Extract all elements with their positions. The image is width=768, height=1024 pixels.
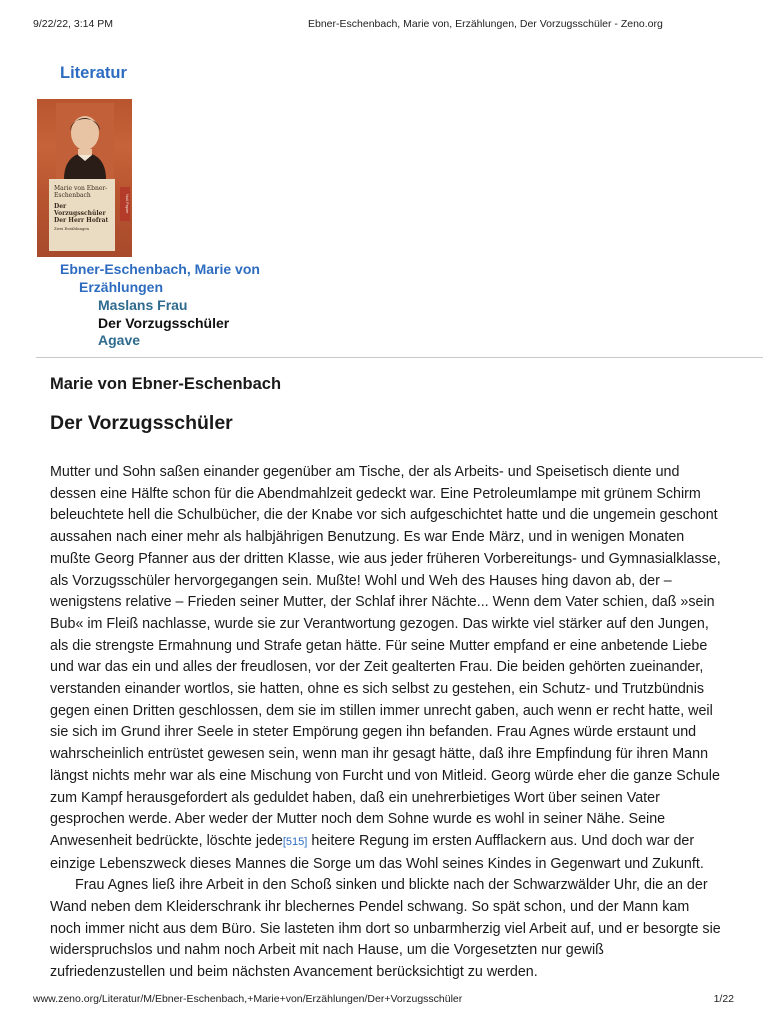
body-text	[50, 462, 722, 984]
cover-subtitle: Zwei Erzählungen	[54, 226, 90, 231]
print-header	[33, 18, 732, 32]
breadcrumb-author-link[interactable]: Ebner-Eschenbach, Marie von	[60, 261, 260, 277]
breadcrumb-next-link[interactable]: Agave	[98, 332, 141, 348]
page-reference-link[interactable]: [515]	[282, 835, 308, 848]
divider	[36, 357, 763, 358]
print-url: www.zeno.org/Literatur/M/Ebner-Eschenbach,+Marie+von/Erzählungen/Der+Vorzugsschüler	[33, 993, 463, 1005]
cover-author: Marie von Ebner-Eschenbach	[54, 185, 108, 199]
publisher-mark: Null Papier	[120, 187, 130, 221]
print-footer	[33, 993, 734, 1007]
cover-title: Der Vorzugsschüler Der Herr Hofrat	[54, 203, 109, 224]
print-date: 9/22/22, 3:14 PM	[33, 18, 113, 30]
breadcrumb-current: Der Vorzugsschüler	[98, 315, 230, 331]
print-page-number: 1/22	[713, 993, 734, 1005]
nav-literatur-link[interactable]: Literatur	[60, 64, 127, 82]
breadcrumb-prev-link[interactable]: Maslans Frau	[98, 297, 188, 313]
book-cover-image[interactable]	[37, 99, 132, 257]
author-portrait	[56, 103, 114, 179]
print-page-title: Ebner-Eschenbach, Marie von, Erzählungen, Der Vorzugsschüler - Zeno.org	[308, 18, 663, 30]
paragraph: Frau Agnes ließ ihre Arbeit in den Schoß sinken und blickte nach der Schwarzwälder Uhr, die an der Wand neben dem Kleiderschrank ihr blechernes Pendel schwang. So spät schon, und der Mann kam noch immer nicht aus dem Büro. Sie lasteten ihm dort so unbarmherzig viel Arbeit auf, und er besorgte sie widerspruchslos und nahm noch Arbeit mit nach Hause, um die Vorgesetzten nur gewiß zufriedenzustellen und beim nächsten Avancement berücksichtigt zu werden.	[50, 877, 721, 981]
cover-label	[49, 179, 115, 251]
paragraph: Mutter und Sohn saßen einander gegenüber am Tische, der als Arbeits- und Speisetisch diente und dessen eine Hälfte schon für die Abendmahlzeit gedeckt war. Eine Petroleumlampe mit grünem Schirm beleuchtete hell die Schulbücher, die der Knabe vor sich aufgeschichtet hatte und die ungemein geschont aussahen nach einer mehr als halbjährigen Benutzung. Es war Ende März, und in wenigen Monaten mußte Georg Pfanner aus der dritten Klasse, wie aus jeder früheren Vorbereitungs- und Gymnasialklasse, als Vorzugsschüler hervorgegangen sein. Mußte! Wohl und Weh des Hauses hing davon ab, der – wenigstens relative – Frieden seiner Mutter, der Schlaf ihrer Nächte... Wenn dem Vater schien, daß »sein Bub« im Fleiß nachlasse, wurde sie zur Verantwortung gezogen. Das wirkte viel stärker auf den Jungen, als die strengste Ermahnung und Strafe getan hätte. Für seine Mutter empfand er eine anbetende Liebe und war das ein und alles der freudlosen, vor der Zeit gealterten Frau. Die beiden gehörten zueinander, verstanden einander wortlos, sie hatten, ohne es sich selbst zu gestehen, ein Schutz- und Trutzbündnis gegen einen Dritten geschlossen, dem sie im stillen immer unrecht gaben, auch wenn er recht hatte, weil sie sich im Grund ihrer Seele in steter Empörung gegen ihn befanden. Frau Agnes würde erstaunt und wahrscheinlich entrüstet gewesen sein, wenn man ihr gesagt hätte, daß ihre Empfindung für ihren Mann längst nichts mehr war als eine Mischung von Furcht und von Mitleid. Georg würde eher die ganze Schule zum Kampf herausgefordert als geduldet haben, daß ein unehrerbietiges Wort über seinen Vater gesprochen werde. Aber weder der Mutter noch dem Sohne wurde es wohl in seiner Nähe. Seine Anwesenheit bedrückte, löschte jede[515] heitere Regung im ersten Aufflackern aus. Und doch war der einzige Lebenszweck dieses Mannes die Sorge um das Wohl seines Kindes in Gegenwart und Zukunft.	[50, 464, 721, 872]
page-title: Der Vorzugsschüler	[50, 412, 233, 434]
breadcrumb-collection-link[interactable]: Erzählungen	[79, 279, 164, 295]
work-author: Marie von Ebner-Eschenbach	[50, 375, 282, 393]
